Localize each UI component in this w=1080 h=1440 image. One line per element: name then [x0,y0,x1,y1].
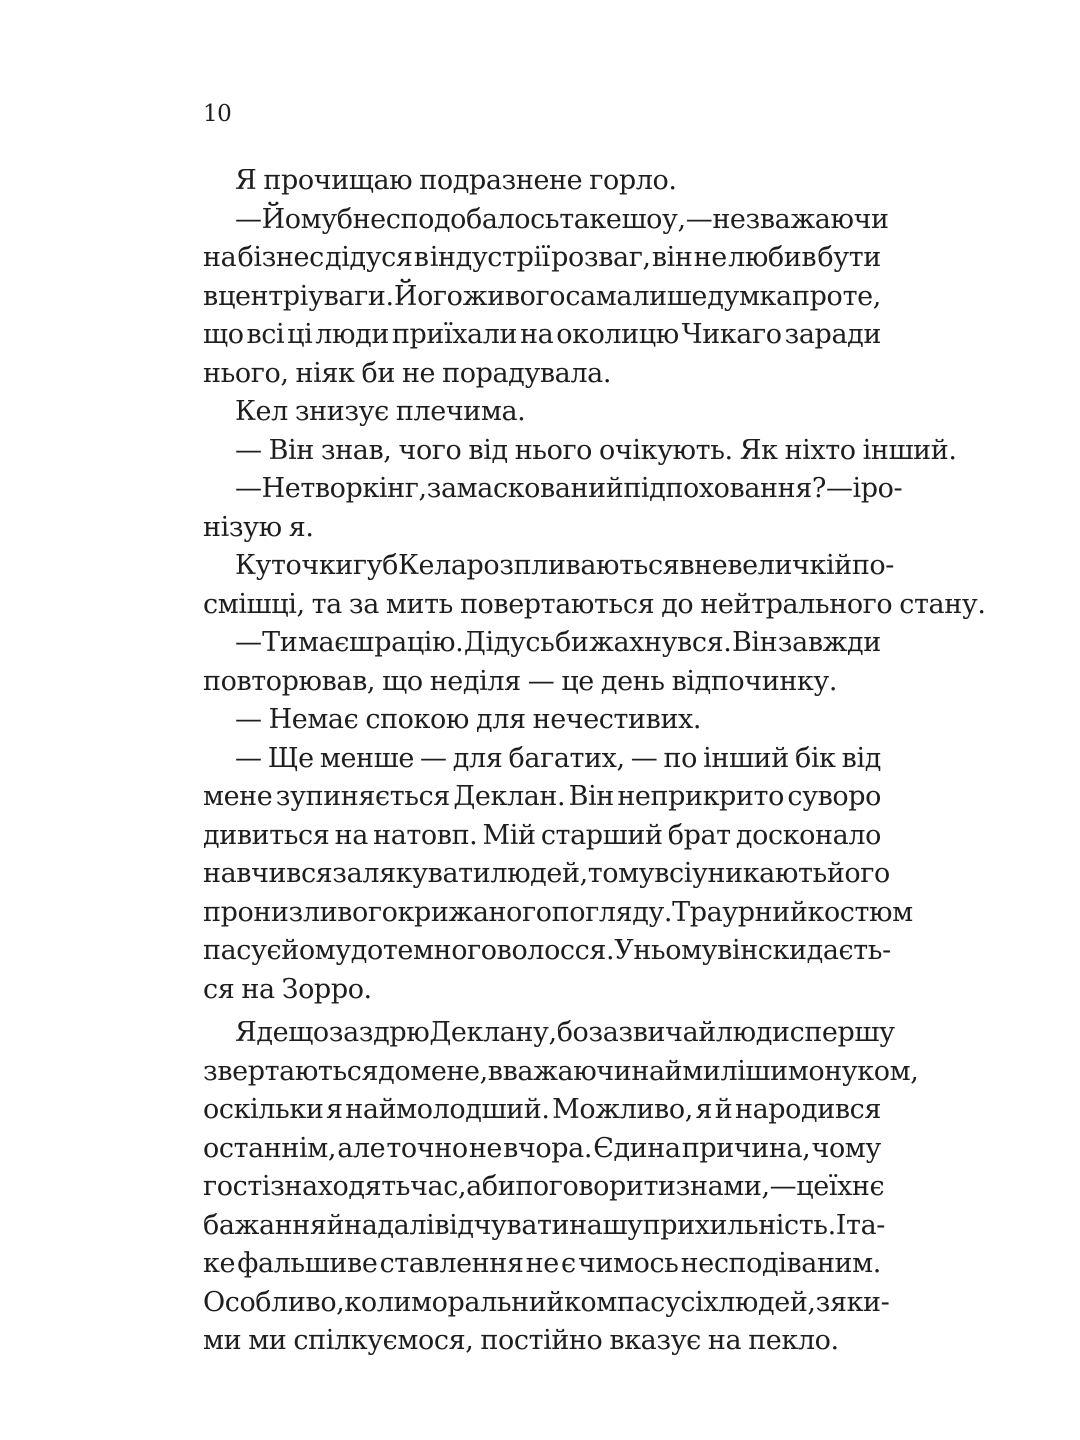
word: Його [393,280,463,312]
word: знав, [320,434,392,466]
word: для [475,704,526,735]
word: на [241,973,275,1005]
word: й [714,1094,733,1125]
word: онуком, [808,1055,919,1087]
word: околицю [556,319,679,350]
text-line [203,701,881,740]
text-line [203,470,903,509]
word: Як [739,434,778,466]
text-line [203,1130,881,1169]
word: Йому [261,203,337,235]
word: І [835,1209,847,1241]
word: він [651,242,693,273]
word: коли [344,1286,412,1318]
word: — [235,203,262,235]
text-line [203,740,881,779]
word: Немає [268,704,359,735]
word: відчувати [434,1209,570,1241]
word: горло. [589,165,677,196]
word: відпочинку. [671,665,838,697]
word: би [361,357,395,389]
word: від [841,742,881,774]
word: бажання [203,1209,327,1241]
word: наймилішим [631,1055,809,1087]
word: Траурний [672,896,808,928]
word: шоу, [621,203,686,235]
word: — [235,704,262,735]
word: жахнувся. [589,627,732,658]
word: ся [203,973,235,1005]
word: ньому [633,935,718,966]
word: по [663,742,697,774]
word: та [311,588,342,620]
word: би [554,627,589,658]
word: крижаного [397,896,552,928]
word: уникають [692,858,827,889]
word: — [825,473,853,504]
word: живого [462,280,566,312]
text-line [203,1284,890,1323]
word: нього [514,434,593,466]
text-line [203,1091,881,1130]
text-line [203,1014,895,1053]
word: бізнес [237,242,324,273]
word: останнім, [203,1132,337,1164]
text-line [203,509,881,548]
word: в [679,550,695,581]
text-line [203,586,986,625]
word: індустрії [429,242,550,273]
word: те, [842,280,881,312]
word: поховання? [665,473,826,504]
word: точно [386,1132,468,1164]
word: — [420,742,447,774]
word: — [527,665,555,697]
text-line [203,393,881,432]
word: від [468,434,508,466]
text-line [203,1053,919,1092]
word: лише [632,280,707,312]
text-line [203,894,913,933]
word: Він [568,781,614,812]
word: мене [203,781,273,812]
word: бік [794,742,836,774]
word: центрі [218,280,308,312]
word: бути [817,242,881,273]
word: — [235,742,262,774]
word: не [525,1248,559,1279]
word: Дідусь [463,627,555,658]
word: пронизливого [203,896,398,928]
word: дещо [256,1017,329,1048]
word: спілкуємося, [293,1325,474,1356]
word: людей, [490,858,588,889]
word: це [796,1171,829,1202]
word: не [468,1132,503,1164]
text-line [203,1322,881,1361]
word: скидаєть- [757,935,891,966]
word: Деклану, [429,1017,557,1048]
word: знаходять [270,1171,411,1202]
word: старший [540,819,663,851]
word: Він [731,627,778,658]
word: спокою [365,704,469,735]
word: таке [559,203,622,235]
word: не [352,203,386,235]
text-line [203,1207,885,1246]
text-line [203,201,889,240]
word: люди [715,1017,790,1048]
word: зупиняється [275,781,450,812]
word: нечестивих. [532,704,702,735]
word: ке [203,1248,236,1279]
word: волосся. [496,935,615,966]
word: губ [352,550,398,581]
text-line [203,1245,881,1284]
word: Я [235,165,257,196]
word: ці [287,319,313,350]
word: нами, [689,1171,770,1202]
word: пасує [203,935,282,966]
word: він [717,935,758,966]
word: з [675,1171,690,1202]
word: погляду. [551,896,673,928]
word: їхнє [828,1171,885,1202]
word: повертаються [459,588,655,620]
word: що [382,665,423,697]
text-line [203,624,881,663]
word: незважаючи [712,203,889,235]
word: Особливо, [203,1286,345,1318]
text-line [203,663,881,702]
word: думка [707,280,792,312]
word: по- [851,550,895,581]
word: усіх [664,1286,719,1318]
word: несподіваним. [680,1248,881,1279]
word: звертаються [203,1055,379,1087]
word: любив [728,242,817,273]
word: — [769,1171,797,1202]
word: ніхто [784,434,856,466]
word: Деклан. [453,781,566,812]
word: ніяк [295,357,355,389]
word: б [336,203,353,235]
word: до [661,588,694,620]
word: за [348,588,379,620]
text-line [203,817,881,856]
word: залякувати [332,858,491,889]
word: — [235,434,262,466]
word: замаскований [426,473,624,504]
word: порадувала. [442,357,612,389]
word: Чикаго [681,319,782,350]
word: причина, [681,1132,811,1164]
word: є [561,1248,576,1279]
text-line [203,355,881,394]
text-line [203,316,881,355]
word: навчився [203,858,333,889]
word: в [203,280,218,312]
word: вказує [609,1325,701,1356]
word: та- [846,1209,885,1241]
word: наймолодший. [345,1094,550,1125]
word: плечима. [395,396,526,427]
word: оскільки [203,1094,324,1125]
word: зазвичай [588,1017,716,1048]
word: фальшиве [237,1248,378,1279]
word: Я [235,1017,257,1048]
word: темного [382,935,497,966]
word: пекло. [748,1325,839,1356]
word: нейтрального [700,588,893,620]
word: — [235,627,262,658]
word: смішці, [203,588,305,620]
word: нізую [203,511,282,543]
word: йому [281,935,351,966]
text-line [203,778,881,817]
word: компас [563,1286,665,1318]
word: уваги. [308,280,394,312]
word: Зорро. [281,973,372,1005]
word: й [326,1209,345,1241]
text-line [203,162,881,201]
word: люди [315,319,389,350]
word: Кел [235,396,288,427]
body-text [203,162,986,1361]
word: знизує [294,396,389,427]
word: заради [784,319,881,350]
word: повторював, [203,665,376,697]
word: на [520,319,554,350]
word: Куточки [235,550,353,581]
word: У [614,935,634,966]
word: Мій [482,819,536,851]
word: Ти [262,627,298,658]
word: суворо [787,781,881,812]
word: не [693,242,727,273]
word: розваг, [551,242,651,273]
word: прихильність. [642,1209,836,1241]
word: нього, [203,357,289,389]
word: чому [811,1132,881,1164]
word: ми [203,1325,242,1356]
word: яки- [829,1286,890,1318]
word: Нетворкінг, [261,473,427,504]
word: заздрю [328,1017,430,1048]
word: про [792,280,843,312]
word: досконало [735,819,881,851]
word: нашу [569,1209,643,1241]
word: час, [410,1171,467,1202]
word: це [561,665,594,697]
word: в [413,242,429,273]
word: стану. [899,588,986,620]
word: інший. [862,434,957,466]
word: неприкрито [617,781,784,812]
word: ставлення [379,1248,524,1279]
word: ми [248,1325,287,1356]
word: подразнене [419,165,583,196]
word: натовп. [373,819,478,851]
word: на [334,819,368,851]
word: бо [556,1017,589,1048]
word: інший [703,742,789,774]
word: до [378,1055,411,1087]
word: прочищаю [263,165,413,196]
text-line [203,547,895,586]
word: аби [466,1171,516,1202]
word: надалі [344,1209,435,1241]
word: до [350,935,383,966]
word: маєш [297,627,374,658]
word: спершу [789,1017,895,1048]
word: чого [398,434,462,466]
text-line [203,932,891,971]
word: людей, [718,1286,816,1318]
text-line [203,971,881,1010]
word: Можливо, [552,1094,693,1125]
word: — [685,203,713,235]
word: тому [587,858,655,889]
word: брат [667,819,731,851]
page-number: 10 [203,101,232,127]
word: я. [288,511,314,543]
word: постійно [480,1325,603,1356]
word: розпливаються [466,550,680,581]
word: вважаючи [487,1055,632,1087]
text-line [203,239,881,278]
word: всі [246,319,285,350]
word: менше [319,742,414,774]
word: мить [385,588,453,620]
word: поговорити [515,1171,676,1202]
text-line [203,855,890,894]
word: моральний [411,1286,564,1318]
word: дивиться [203,819,330,851]
text-line [203,278,881,317]
word: неділя [429,665,521,697]
word: невеличкій [694,550,852,581]
word: на [707,1325,742,1356]
word: його [826,858,890,889]
word: всі [654,858,693,889]
word: Кела [398,550,467,581]
word: для [452,742,503,774]
word: вчора. [503,1132,593,1164]
word: під [623,473,666,504]
word: не [401,357,436,389]
word: але [337,1132,386,1164]
word: мене, [410,1055,488,1087]
word: я [695,1094,713,1125]
word: чимось [577,1248,679,1279]
word: очікують. [599,434,733,466]
word: гості [203,1171,271,1202]
word: Він [268,434,314,466]
word: що [203,319,244,350]
word: я [326,1094,343,1125]
word: день [600,665,665,697]
word: сподобалось [385,203,560,235]
word: іро- [852,473,903,504]
text-line [203,1168,885,1207]
word: — [235,473,262,504]
word: дідуся [325,242,413,273]
word: з [815,1286,830,1318]
word: рацію. [374,627,464,658]
word: Єдина [593,1132,681,1164]
word: завжди [777,627,881,658]
word: народився [734,1094,881,1125]
word: сама [565,280,633,312]
word: приїхали [391,319,518,350]
word: багатих, [508,742,625,774]
text-line [203,432,957,471]
word: на [203,242,237,273]
word: — [630,742,658,774]
word: Ще [267,742,314,774]
word: костюм [807,896,913,928]
